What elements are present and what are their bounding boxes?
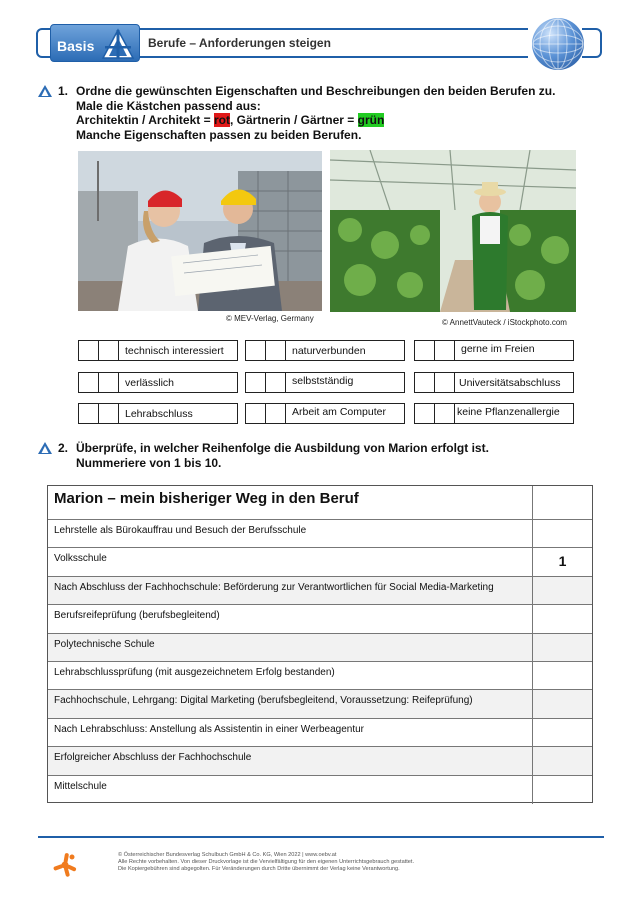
- instruction-line: Ordne die gewünschten Eigenschaften und Beschreibungen den beiden Berufen zu.: [76, 84, 556, 98]
- color-box-2[interactable]: [266, 373, 286, 392]
- trait-box[interactable]: [414, 372, 574, 393]
- career-path-table: [47, 485, 593, 803]
- row-text: Volksschule: [54, 553, 107, 565]
- instruction-line: Nummeriere von 1 bis 10.: [76, 455, 222, 470]
- page-title: Berufe – Anforderungen steigen: [148, 36, 337, 50]
- trait-box[interactable]: [78, 340, 238, 361]
- row-number-field[interactable]: [532, 662, 592, 689]
- task-instructions: [76, 84, 636, 142]
- number-column-header: [532, 486, 592, 520]
- table-row: [48, 548, 592, 576]
- task-instructions: [76, 441, 636, 470]
- trait-label: Universitätsabschluss: [459, 377, 561, 389]
- trait-box[interactable]: [78, 372, 238, 393]
- task-number: 1.: [58, 84, 69, 98]
- table-row: [48, 690, 592, 718]
- task-number: 2.: [58, 441, 69, 455]
- trait-box[interactable]: [414, 403, 574, 424]
- color-box-1[interactable]: [415, 341, 435, 360]
- row-number-field[interactable]: [532, 577, 592, 604]
- color-box-2[interactable]: [266, 404, 286, 423]
- trait-box[interactable]: [245, 340, 405, 361]
- instruction-line: Male die Kästchen passend aus:: [76, 98, 261, 113]
- trait-label: verlässlich: [125, 377, 175, 389]
- trait-label: Arbeit am Computer: [292, 406, 386, 418]
- color-box-1[interactable]: [246, 341, 266, 360]
- key-green: grün: [357, 113, 385, 127]
- table-row: [48, 605, 592, 633]
- color-box-2[interactable]: [99, 341, 119, 360]
- row-text: Nach Abschluss der Fachhochschule: Beförderung zur Verantwortlichen für Social Media-Marketing: [54, 581, 494, 593]
- instruction-line: Überprüfe, in welcher Reihenfolge die Ausbildung von Marion erfolgt ist.: [76, 441, 489, 455]
- table-row: [48, 634, 592, 662]
- footer-line: Alle Rechte vorbehalten. Von dieser Druckvorlage ist die Vervielfältigung für den eigenen Unterrichtsgebrauch gestattet.: [118, 859, 415, 866]
- trait-box[interactable]: [245, 372, 405, 393]
- color-box-2[interactable]: [435, 341, 455, 360]
- row-text: Mittelschule: [54, 780, 107, 792]
- key-gardener: , Gärtnerin / Gärtner =: [229, 113, 358, 127]
- row-text: Fachhochschule, Lehrgang: Digital Marketing (berufsbegleitend, Voraussetzung: Reifeprüfung): [54, 695, 473, 707]
- trait-label: Lehrabschluss: [125, 408, 193, 420]
- instruction-line: Manche Eigenschaften passen zu beiden Berufen.: [76, 127, 362, 142]
- row-number-field[interactable]: [532, 719, 592, 746]
- row-number-field[interactable]: [532, 520, 592, 547]
- photo-credit-left: © MEV-Verlag, Germany: [226, 314, 314, 323]
- basis-badge: [50, 24, 140, 62]
- photo-architects: [78, 151, 322, 311]
- key-architect: Architektin / Architekt =: [76, 113, 214, 127]
- color-box-1[interactable]: [415, 373, 435, 392]
- row-text: Berufsreifeprüfung (berufsbegleitend): [54, 610, 220, 622]
- table-row: [48, 747, 592, 775]
- triangle-logo-icon: [101, 28, 135, 60]
- table-title: Marion – mein bisheriger Weg in den Beruf: [54, 490, 359, 507]
- color-box-2[interactable]: [99, 373, 119, 392]
- table-row: [48, 719, 592, 747]
- footer-line: © Österreichischer Bundesverlag Schulbuch GmbH & Co. KG, Wien 2022 | www.oebv.at: [118, 852, 337, 858]
- photo-gardener: [330, 150, 576, 312]
- row-number-field[interactable]: [532, 634, 592, 661]
- row-text: Polytechnische Schule: [54, 638, 155, 650]
- trait-box[interactable]: [414, 340, 574, 361]
- task-1: [38, 84, 608, 144]
- row-number-field[interactable]: [532, 776, 592, 804]
- task-triangle-icon: [38, 85, 52, 97]
- trait-label: keine Pflanzenallergie: [457, 406, 560, 418]
- row-text: Nach Lehrabschluss: Anstellung als Assistentin in einer Werbeagentur: [54, 723, 364, 735]
- row-number-field[interactable]: [532, 690, 592, 717]
- footer-divider: [38, 836, 604, 838]
- trait-box[interactable]: [78, 403, 238, 424]
- key-red: rot: [213, 113, 230, 127]
- row-number-field[interactable]: 1: [532, 548, 592, 575]
- color-box-2[interactable]: [435, 373, 455, 392]
- color-box-2[interactable]: [99, 404, 119, 423]
- color-box-2[interactable]: [266, 341, 286, 360]
- color-box-2[interactable]: [435, 404, 455, 423]
- globe-icon: [532, 18, 584, 70]
- task-triangle-icon: [38, 442, 52, 454]
- color-box-1[interactable]: [246, 373, 266, 392]
- row-text: Lehrabschlussprüfung (mit ausgezeichnetem Erfolg bestanden): [54, 667, 335, 678]
- trait-label: technisch interessiert: [125, 345, 224, 357]
- trait-box[interactable]: [245, 403, 405, 424]
- table-row: [48, 776, 592, 804]
- trait-label: selbstständig: [292, 375, 354, 387]
- trait-label: gerne im Freien: [461, 343, 535, 355]
- task-2: [38, 441, 608, 471]
- color-key-line: [76, 113, 636, 128]
- page-header: [36, 24, 602, 64]
- footer-line: Die Kopiergebühren sind abgegolten. Für Veränderungen durch Dritte übernimmt der Verlag keine Verantwortung.: [118, 866, 400, 873]
- table-row: [48, 577, 592, 605]
- color-box-1[interactable]: [415, 404, 435, 423]
- row-number-field[interactable]: [532, 747, 592, 774]
- publisher-logo-icon: [52, 852, 78, 878]
- table-row: [48, 520, 592, 548]
- row-text: Lehrstelle als Bürokauffrau und Besuch der Berufsschule: [54, 525, 307, 536]
- color-box-1[interactable]: [79, 341, 99, 360]
- badge-label: Basis: [57, 38, 95, 54]
- trait-label: naturverbunden: [292, 345, 366, 357]
- color-box-1[interactable]: [246, 404, 266, 423]
- color-box-1[interactable]: [79, 404, 99, 423]
- footer-copyright: [118, 852, 578, 874]
- table-row: [48, 662, 592, 690]
- photo-credit-right: © AnnettVauteck / iStockphoto.com: [442, 318, 567, 327]
- row-text: Erfolgreicher Abschluss der Fachhochschule: [54, 752, 252, 764]
- table-header-row: [48, 486, 592, 520]
- color-box-1[interactable]: [79, 373, 99, 392]
- row-number-field[interactable]: [532, 605, 592, 632]
